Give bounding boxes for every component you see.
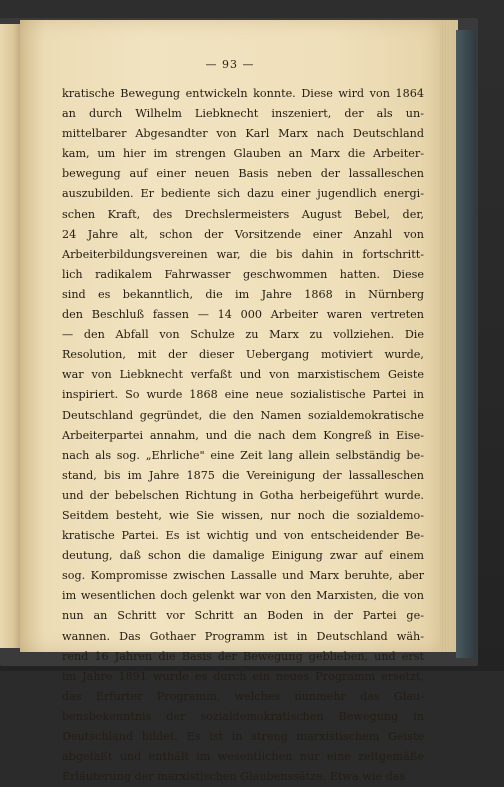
text-line: Erläuterung der marxistischen Glaubenssätze. Etwa wie das — [62, 770, 406, 784]
text-line: war von Liebknecht verfaßt und von marxistischem Geiste — [62, 368, 424, 382]
text-line: nun an Schritt vor Schritt an Boden in der Partei ge- — [62, 609, 424, 623]
text-line: sind es bekanntlich, die im Jahre 1868 in Nürnberg — [62, 287, 424, 301]
text-line: Deutschland bildet. Es ist in streng marxistischem Geiste — [62, 730, 424, 743]
text-line: nach als sog. „Ehrliche" eine Zeit lang allein selbständig be- — [62, 448, 424, 462]
text-line: Seitdem besteht, wie Sie wissen, nur noch die sozialdemo- — [62, 508, 424, 522]
text-line: lich radikalem Fahrwasser geschwommen hatten. Diese — [62, 267, 424, 281]
text-line: stand, bis im Jahre 1875 die Vereinigung der lassalleschen — [62, 468, 424, 482]
book-page — [20, 20, 440, 784]
text-line: mittelbarer Abgesandter von Karl Marx nach Deutschland — [62, 127, 424, 141]
text-line: — den Abfall von Schulze zu Marx zu vollziehen. Die — [62, 328, 424, 342]
text-line: wannen. Das Gothaer Programm ist in Deutschland wäh- — [62, 629, 424, 643]
text-line: kratische Partei. Es ist wichtig und von entscheidender Be- — [62, 529, 424, 543]
text-line: im Jahre 1891 wurde es durch ein neues Programm ersetzt, — [62, 669, 424, 683]
page-number: — 93 — — [205, 58, 255, 71]
body-text — [62, 84, 424, 787]
text-line: rend 16 Jahren die Basis der Bewegung geblieben, und erst — [62, 649, 424, 663]
text-line: inspiriert. So wurde 1868 eine neue sozialistische Partei in — [62, 388, 424, 402]
text-line: bewegung auf einer neuen Basis neben der lassalleschen — [62, 167, 424, 181]
facing-page-edge — [0, 24, 22, 648]
text-line: Arbeiterbildungsvereinen war, die bis dahin in fortschritt- — [62, 247, 424, 261]
text-line: auszubilden. Er bediente sich dazu einer jugendlich energi- — [62, 187, 424, 201]
book-cover-edge — [456, 30, 476, 658]
text-line: 24 Jahre alt, schon der Vorsitzende einer Anzahl von — [62, 227, 424, 241]
text-line: an durch Wilhelm Liebknecht inszeniert, der als un- — [62, 107, 424, 121]
text-line: sog. Kompromisse zwischen Lassalle und Marx beruhte, aber — [62, 569, 424, 583]
text-line: Arbeiterpartei annahm, und die nach dem Kongreß in Eise- — [62, 428, 424, 442]
text-line: das Erfurter Programm, welches nunmehr das Glau- — [62, 689, 424, 703]
text-line: Deutschland gegründet, die den Namen sozialdemokratische — [62, 408, 424, 422]
text-line: deutung, daß schon die damalige Einigung zwar auf einem — [62, 549, 424, 563]
text-line: im wesentlichen doch gelenkt war von den Marxisten, die von — [62, 589, 424, 603]
text-line: und der bebelschen Richtung in Gotha herbeigeführt wurde. — [62, 488, 424, 502]
text-line: bensbekenntnis der sozialdemokratischen Bewegung in — [62, 709, 424, 723]
text-line: kratische Bewegung entwickeln konnte. Diese wird von 1864 — [62, 87, 424, 100]
text-line: abgefaßt und enthält im wesentlichen nur eine zeitgemäße — [62, 750, 424, 764]
text-line: Resolution, mit der dieser Uebergang motiviert wurde, — [62, 348, 424, 362]
text-line: schen Kraft, des Drechslermeisters August Bebel, der, — [62, 207, 424, 221]
text-line: den Beschluß fassen — 14 000 Arbeiter waren vertreten — [62, 308, 424, 322]
text-line: kam, um hier im strengen Glauben an Marx die Arbeiter- — [62, 147, 424, 161]
